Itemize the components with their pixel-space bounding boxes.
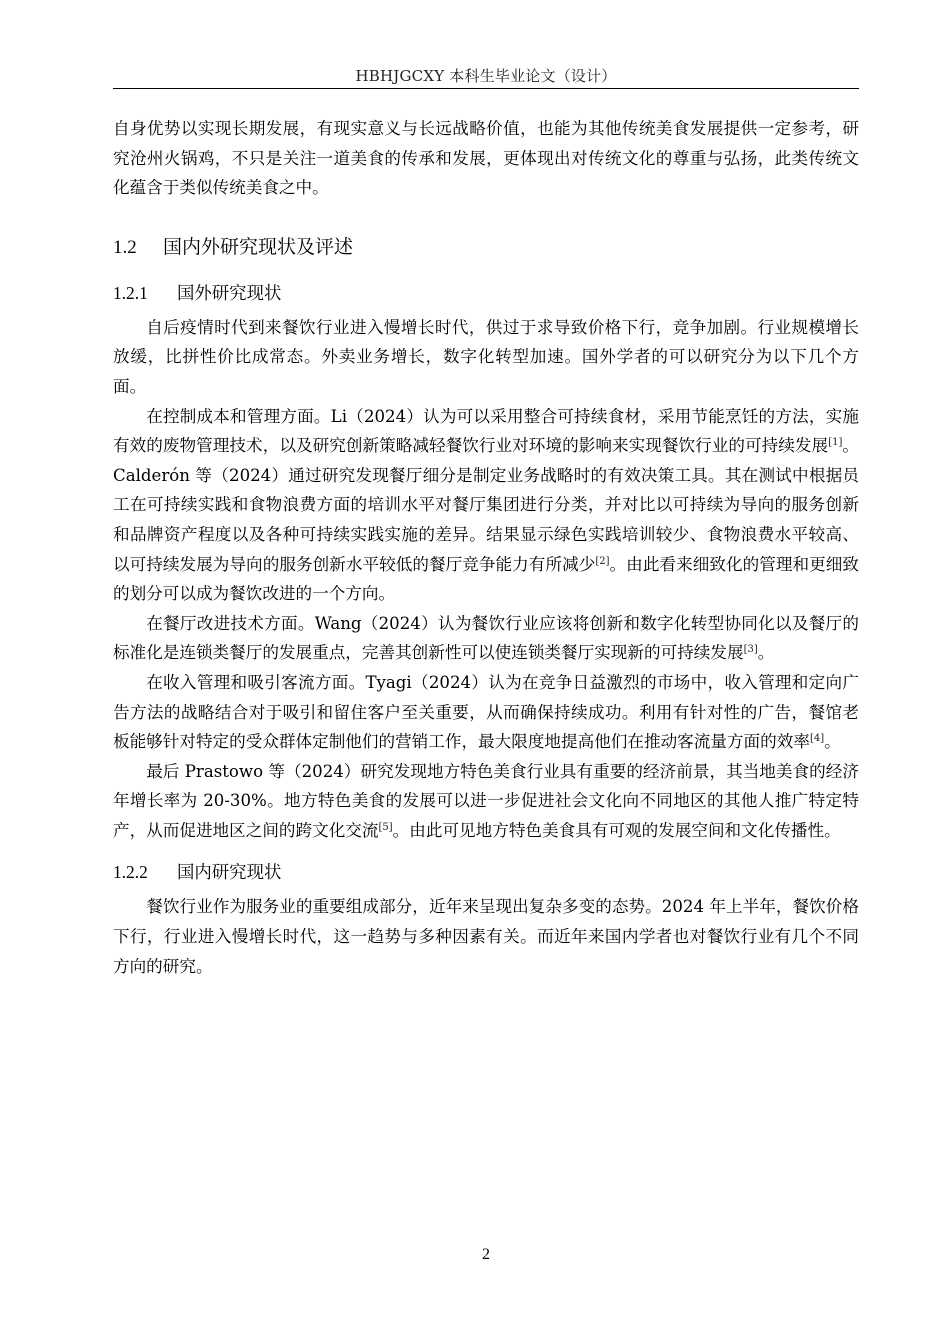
- page-header: HBHJGCXY 本科生毕业论文（设计）: [355, 67, 617, 85]
- intro-paragraph: 自身优势以实现长期发展，有现实意义与长远战略价值，也能为其他传统美食发展提供一定参考，研究沧州火锅鸡，不只是关注一道美食的传承和发展，更体现出对传统文化的尊重与弘扬，此类传统文化蕴含于类似传统美食之中。: [113, 119, 859, 198]
- subsection-title: 国外研究现状: [177, 283, 282, 304]
- document-body: [113, 114, 859, 981]
- citation-5[interactable]: [5]: [378, 821, 393, 833]
- paragraph-text: 。Calderón 等（2024）通过研究发现餐厅细分是制定业务战略时的有效决策工具。其在测试中根据员工在可持续实践和食物浪费方面的培训水平对餐厅集团进行分类，并对比以可持续为导向的服务创新和品牌资产程度以及各种可持续实践实施的差异。结果显示绿色实践培训较少、食物浪费水平较高、以可持续发展为导向的服务创新水平较低的餐厅竞争能力有所减少: [113, 436, 860, 574]
- paragraph-text: 在收入管理和吸引客流方面。Tyagi（2024）认为在竞争日益激烈的市场中，收入管理和定向广告方法的战略结合对于吸引和留住客户至关重要，从而确保持续成功。利用有针对性的广告，餐馆老板能够针对特定的受众群体定制他们的营销工作，最大限度地提高他们在推动客流量方面的效率: [113, 672, 859, 752]
- section-number: 1.2: [113, 236, 137, 258]
- section-heading-1-2: [113, 229, 859, 266]
- paragraph-cost-management: [113, 402, 859, 609]
- subsection-title: 国内研究现状: [177, 863, 282, 884]
- paragraph-local-cuisine: [113, 757, 859, 846]
- paragraph-technology: [113, 609, 859, 668]
- header-rule: [113, 88, 859, 89]
- citation-3[interactable]: [3]: [743, 644, 758, 656]
- citation-2[interactable]: [2]: [595, 555, 610, 567]
- paragraph-overview: 自后疫情时代到来餐饮行业进入慢增长时代，供过于求导致价格下行，竞争加剧。行业规模增长放缓，比拼性价比成常态。外卖业务增长，数字化转型加速。国外学者的可以研究分为以下几个方面。: [113, 317, 859, 396]
- subsection-heading-1-2-2: [113, 855, 859, 890]
- paragraph-text: 。: [824, 732, 841, 752]
- section-title: 国内外研究现状及评述: [163, 235, 354, 258]
- subsection-number: 1.2.2: [113, 862, 148, 883]
- paragraph-text: 。由此可见地方特色美食具有可观的发展空间和文化传播性。: [392, 820, 841, 840]
- paragraph-domestic-overview: 餐饮行业作为服务业的重要组成部分，近年来呈现出复杂多变的态势。2024 年上半年，餐饮价格下行，行业进入慢增长时代，这一趋势与多种因素有关。而近年来国内学者也对餐饮行业有几个不同方向的研究。: [113, 897, 859, 976]
- paragraph-text: 在餐厅改进技术方面。Wang（2024）认为餐饮行业应该将创新和数字化转型协同化以及餐厅的标准化是连锁类餐厅的发展重点，完善其创新性可以使连锁类餐厅实现新的可持续发展: [113, 613, 859, 663]
- subsection-heading-1-2-1: [113, 276, 859, 311]
- paragraph-revenue-traffic: [113, 668, 859, 757]
- citation-4[interactable]: [4]: [809, 733, 825, 745]
- paragraph-text: 。: [757, 643, 775, 663]
- paragraph-text: 。由此看来细致化的管理和更细致的划分可以成为餐饮改进的一个方向。: [113, 554, 860, 604]
- citation-1[interactable]: [1]: [828, 437, 843, 449]
- page-number: 2: [482, 1246, 490, 1263]
- subsection-number: 1.2.1: [113, 282, 148, 303]
- paragraph-text: 在控制成本和管理方面。Li（2024）认为可以采用整合可持续食材，采用节能烹饪的方法，实施有效的废物管理技术，以及研究创新策略减轻餐饮行业对环境的影响来实现餐饮行业的可持续发展: [113, 406, 859, 456]
- paragraph-text: 最后 Prastowo 等（2024）研究发现地方特色美食行业具有重要的经济前景，其当地美食的经济年增长率为 20-30%。地方特色美食的发展可以进一步促进社会文化向不同地区的其他人推广特定特产，从而促进地区之间的跨文化交流: [113, 761, 859, 840]
